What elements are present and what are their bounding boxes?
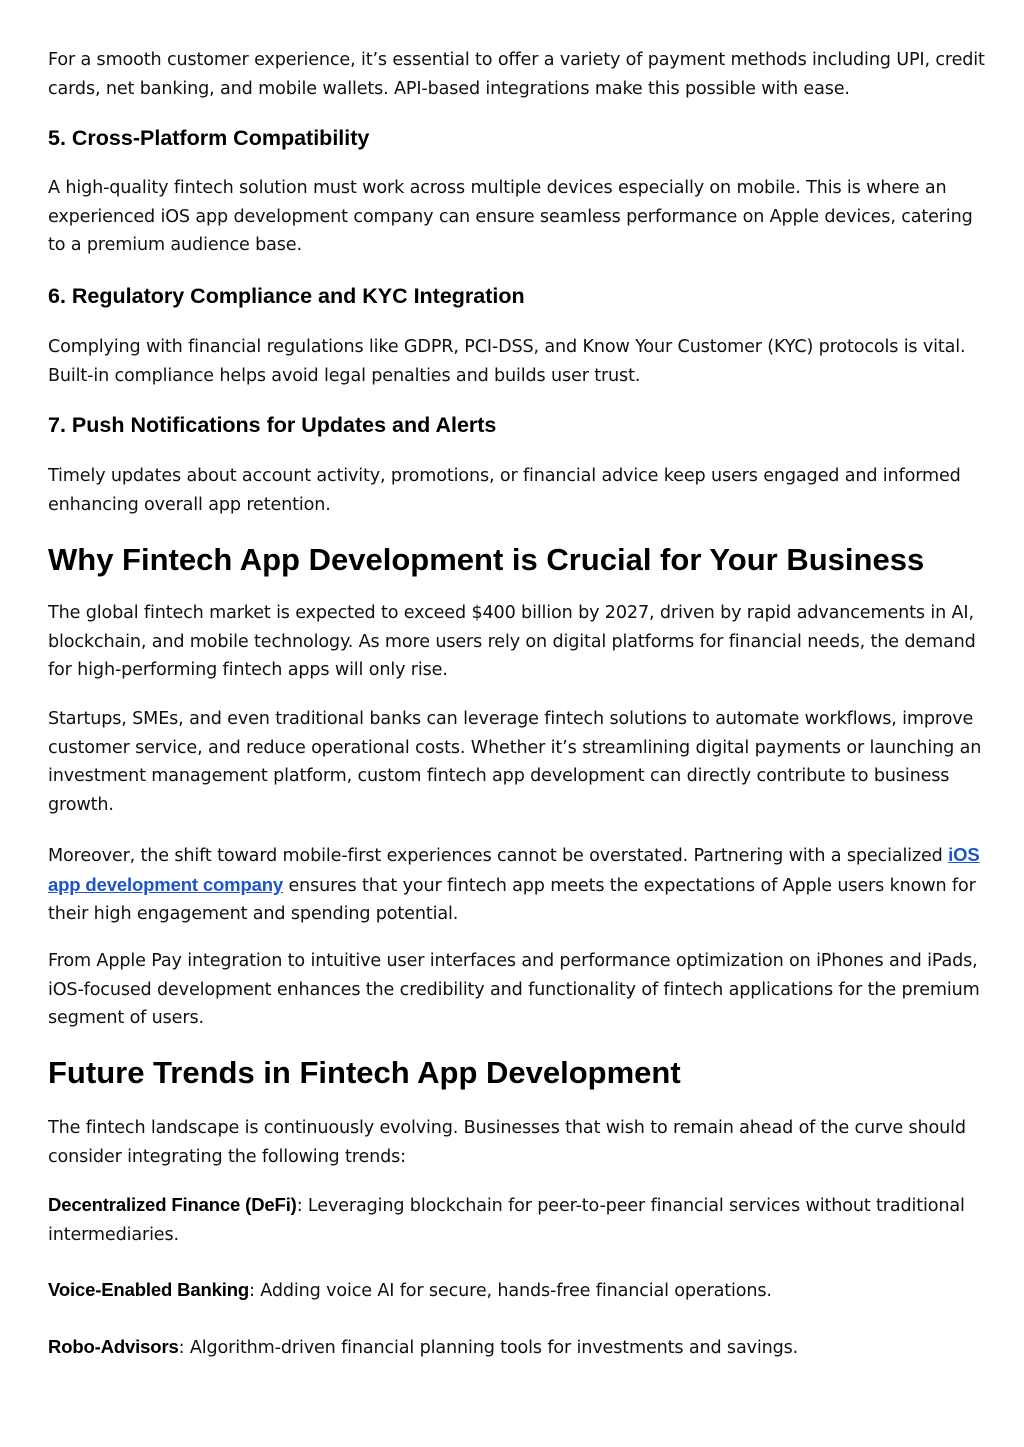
heading-future-trends: Future Trends in Fintech App Development — [48, 1055, 681, 1090]
ios-app-development-company-link[interactable]: iOS app development company — [48, 844, 980, 895]
trend-description: : Leveraging blockchain for peer-to-peer financial services without traditional intermediaries. — [48, 1196, 965, 1245]
heading-cross-platform: 5. Cross-Platform Compatibility — [48, 126, 370, 150]
paragraph-payment-methods: For a smooth customer experience, it’s essential to offer a variety of payment methods including UPI, credit cards, net banking, and mobile wallets. API-based integrations make this possible with ease. — [48, 50, 985, 99]
mobile-first-text-after: ensures that your fintech app meets the expectations of Apple users known for their high engagement and spending potential. — [48, 875, 976, 925]
trend-term: Decentralized Finance (DeFi) — [48, 1194, 297, 1215]
heading-push-notifications: 7. Push Notifications for Updates and Alerts — [48, 413, 497, 437]
paragraph-fintech-landscape: The fintech landscape is continuously evolving. Businesses that wish to remain ahead of the curve should consider integrating the following trends: — [48, 1118, 966, 1167]
trend-term: Robo-Advisors — [48, 1336, 179, 1357]
paragraph-push-notifications: Timely updates about account activity, promotions, or financial advice keep users engaged and informed enhancing overall app retention. — [48, 466, 961, 515]
trend-description: : Algorithm-driven financial planning tools for investments and savings. — [178, 1338, 799, 1358]
trend-description: : Adding voice AI for secure, hands-free financial operations. — [249, 1281, 772, 1301]
heading-regulatory-compliance: 6. Regulatory Compliance and KYC Integration — [48, 284, 525, 308]
paragraph-global-market: The global fintech market is expected to exceed $400 billion by 2027, driven by rapid advancements in AI, blockchain, and mobile technology. As more users rely on digital platforms for financial needs, the demand for high-performing fintech apps will only rise. — [48, 603, 976, 681]
trend-item-defi — [48, 1191, 988, 1249]
paragraph-apple-pay: From Apple Pay integration to intuitive user interfaces and performance optimization on iPhones and iPads, iOS-focused development enhances the credibility and functionality of fintech applications for the premium segment of users. — [48, 951, 980, 1029]
trend-item-robo-advisors — [48, 1333, 988, 1363]
mobile-first-text-before: Moreover, the shift toward mobile-first experiences cannot be overstated. Partnering with a specialized — [48, 846, 949, 866]
trend-item-voice-banking — [48, 1276, 988, 1306]
paragraph-mobile-first — [48, 841, 988, 929]
heading-why-fintech: Why Fintech App Development is Crucial for Your Business — [48, 542, 925, 577]
paragraph-regulatory-compliance: Complying with financial regulations like GDPR, PCI-DSS, and Know Your Customer (KYC) protocols is vital. Built-in compliance helps avoid legal penalties and builds user trust. — [48, 337, 966, 386]
paragraph-cross-platform: A high-quality fintech solution must work across multiple devices especially on mobile. This is where an experienced iOS app development company can ensure seamless performance on Apple devices, catering to a premium audience base. — [48, 178, 973, 256]
paragraph-startups: Startups, SMEs, and even traditional banks can leverage fintech solutions to automate workflows, improve customer service, and reduce operational costs. Whether it’s streamlining digital payments or launching an investment management platform, custom fintech app development can directly contribute to business growth. — [48, 709, 982, 815]
trend-term: Voice-Enabled Banking — [48, 1279, 250, 1300]
